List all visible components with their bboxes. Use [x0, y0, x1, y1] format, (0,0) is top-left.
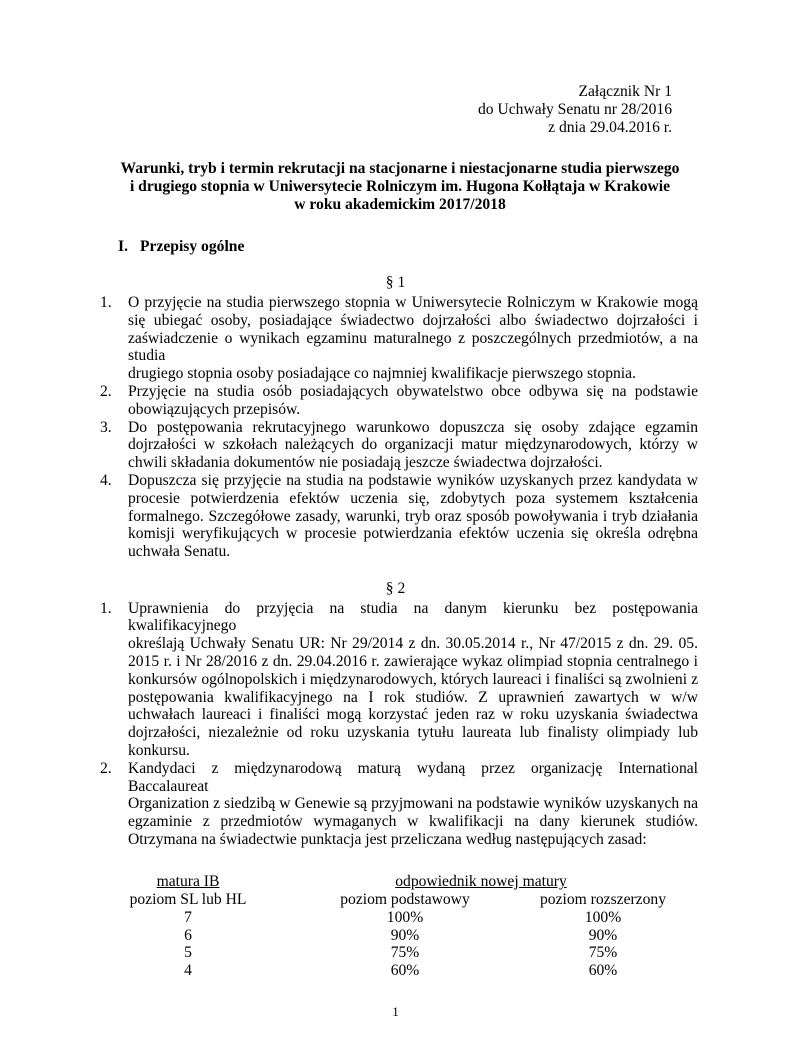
table-row [0, 962, 791, 980]
table-group-header [0, 873, 791, 891]
item-text-line: Organization z siedzibą w Genewie są przyjmowani na podstawie wyników uzyskanych na [128, 795, 698, 813]
item-text-line: określają Uchwały Senatu UR: Nr 29/2014 z dn. 30.05.2014 r., Nr 47/2015 z dn. 29. 05. [128, 635, 698, 653]
paragraph-symbol: § 2 [385, 579, 406, 597]
table-row [0, 909, 791, 927]
list-item [100, 419, 698, 472]
item-number: 3. [100, 418, 112, 436]
item-text-line: komisji weryfikujących w procesie potwierdzania efektów uczenia się określa odrębna [128, 525, 698, 543]
document-title [60, 160, 740, 213]
table-cell: 75% [390, 944, 420, 962]
title-line: w roku akademickim 2017/2018 [294, 195, 506, 213]
item-text-line: Do postępowania rekrutacyjnego warunkowo dopuszcza się osoby zdające egzamin [128, 418, 698, 436]
item-text-line: Kandydaci z międzynarodową maturą wydaną przez organizację International Baccalaureat [128, 759, 698, 795]
table-body [0, 909, 791, 980]
item-text-line: drugiego stopnia osoby posiadające co najmniej kwalifikacje pierwszego stopnia. [128, 365, 636, 383]
item-text-line: konkursów ogólnopolskich i międzynarodowych, których laureaci i finaliści są zwolnieni z [128, 670, 698, 688]
item-text-line: obowiązujących przepisów. [128, 400, 301, 418]
header-line: do Uchwały Senatu nr 28/2016 [477, 100, 672, 118]
column-header: poziom rozszerzony [540, 891, 666, 909]
item-text-line: O przyjęcie na studia pierwszego stopnia w Uniwersytecie Rolniczym w Krakowie mogą [128, 293, 698, 311]
item-text-line: uchwała Senatu. [128, 543, 231, 561]
attachment-header [0, 83, 791, 136]
item-text-line: dojrzałości w szkołach należących do organizacji matur międzynarodowych, którzy w [128, 436, 698, 454]
table-cell: 7 [184, 908, 192, 926]
item-text-line: uchwałach laureaci i finaliści mogą korzystać jeden raz w roku uzyskania świadectwa [128, 706, 698, 724]
item-number: 2. [100, 759, 112, 777]
paragraph-1-list [100, 294, 698, 561]
paragraph-symbol: § 1 [385, 273, 406, 291]
list-item [100, 472, 698, 561]
item-text-line: konkursu. [128, 742, 190, 760]
section-heading [0, 238, 791, 256]
item-text-line: 2015 r. i Nr 28/2016 z dn. 29.04.2016 r. zawierające wykaz olimpiad stopnia centralnego i [128, 653, 698, 671]
item-text-line: Dopuszcza się przyjęcie na studia na podstawie wyników uzyskanych przez kandydata w [128, 471, 698, 489]
group-header-new-matura: odpowiednik nowej matury [395, 873, 567, 891]
item-text-line: chwili składania dokumentów nie posiadają jeszcze świadectwa dojrzałości. [128, 454, 603, 472]
column-header: poziom SL lub HL [129, 891, 247, 909]
item-text-line: się ubiegać osoby, posiadające świadectwo dojrzałości albo świadectwo dojrzałości i [128, 311, 698, 329]
list-item [100, 294, 698, 383]
table-cell: 100% [386, 908, 424, 926]
column-header: poziom podstawowy [340, 891, 470, 909]
table-row [0, 944, 791, 962]
table-column-header [0, 891, 791, 909]
list-item [100, 383, 698, 419]
table-row [0, 927, 791, 945]
page-number: 1 [392, 1004, 399, 1020]
item-number: 1. [100, 293, 112, 311]
header-line: z dnia 29.04.2016 r. [548, 118, 672, 136]
section-title: Przepisy ogólne [140, 237, 245, 255]
list-item [100, 760, 698, 849]
table-cell: 100% [584, 908, 622, 926]
item-text-line: Przyjęcie na studia osób posiadających obywatelstwo obce odbywa się na podstawie [128, 382, 698, 400]
item-number: 1. [100, 599, 112, 617]
item-text-line: Uprawnienia do przyjęcia na studia na danym kierunku bez postępowania kwalifikacyjnego [128, 599, 698, 635]
item-text-line: postępowania kwalifikacyjnego na I rok studiów. Z uprawnień zawartych w w/w [128, 688, 698, 706]
item-text-line: Otrzymana na świadectwie punktacja jest przeliczana według następujących zasad: [128, 831, 647, 849]
item-text-line: dojrzałości, niezależnie od roku uzyskania tytułu laureata lub finalisty olimpiady lub [128, 724, 698, 742]
table-cell: 75% [588, 944, 618, 962]
title-line: i drugiego stopnia w Uniwersytecie Rolniczym im. Hugona Kołłątaja w Krakowie [129, 177, 671, 195]
item-text-line: formalnego. Szczegółowe zasady, warunki, tryb oraz sposób powoływania i tryb działania [128, 507, 698, 525]
table-cell: 60% [588, 962, 618, 980]
item-text-line: egzaminie z przedmiotów wymaganych w kwalifikacji na dany kierunek studiów. [128, 813, 698, 831]
table-cell: 90% [588, 926, 618, 944]
title-line: Warunki, tryb i termin rekrutacji na stacjonarne i niestacjonarne studia pierwszego [120, 159, 680, 177]
list-item [100, 600, 698, 760]
ib-conversion-table [0, 873, 791, 980]
group-header-ib: matura IB [156, 873, 220, 891]
section-number: I. [118, 237, 128, 255]
table-cell: 6 [184, 926, 192, 944]
table-cell: 60% [390, 962, 420, 980]
item-text-line: procesie potwierdzenia efektów uczenia się, zdobytych poza systemem kształcenia [128, 489, 698, 507]
item-number: 2. [100, 382, 112, 400]
table-cell: 5 [184, 944, 192, 962]
table-cell: 4 [184, 962, 192, 980]
header-line: Załącznik Nr 1 [578, 83, 672, 100]
item-text-line: zaświadczenie o wynikach egzaminu maturalnego z poszczególnych przedmiotów, a na studia [128, 329, 698, 365]
paragraph-2-list [100, 600, 698, 849]
item-number: 4. [100, 471, 112, 489]
table-cell: 90% [390, 926, 420, 944]
